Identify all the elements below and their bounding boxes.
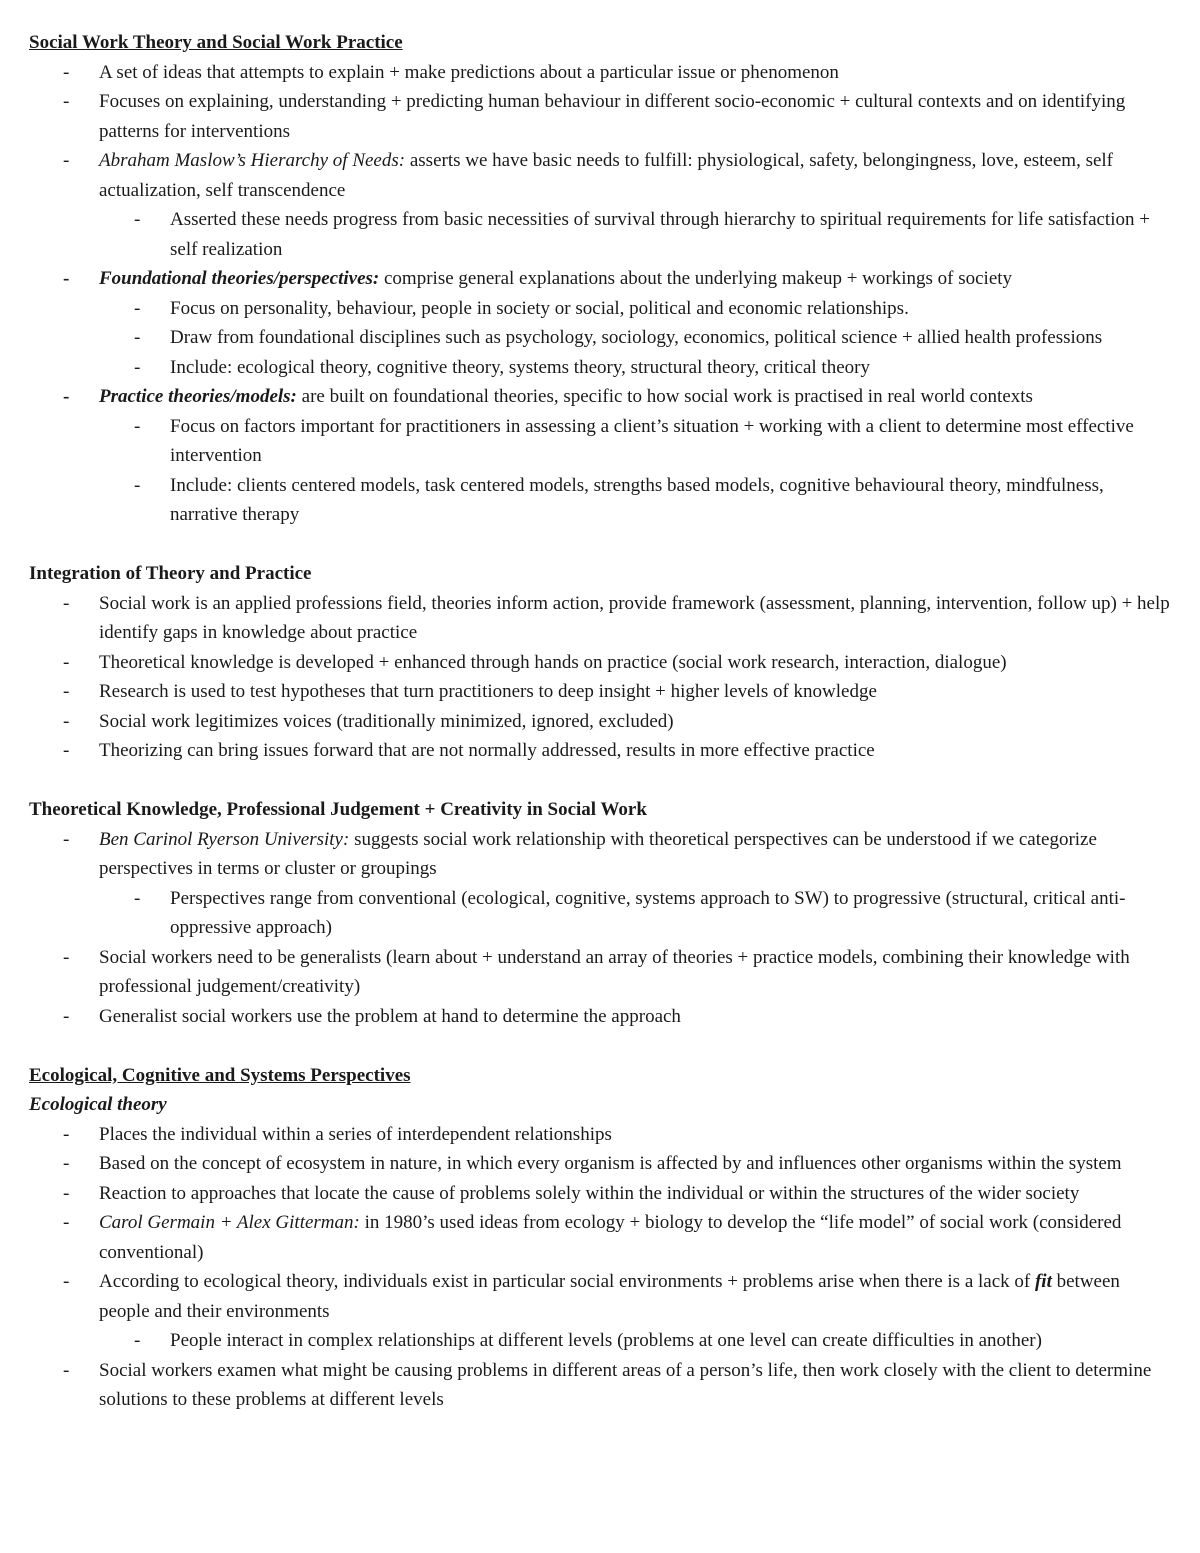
bullet-dash: - [63, 1182, 70, 1204]
bullet-dash: - [134, 209, 141, 230]
item-emphasis: fit [1034, 1271, 1052, 1292]
section-heading: Social Work Theory and Social Work Practice [29, 32, 403, 53]
item-text: in 1980’s used ideas from ecology + biology to develop the “life model” of social work (considered conventional) [99, 1212, 1122, 1263]
bullet-dash: - [63, 651, 70, 673]
item-text: Social work legitimizes voices (traditionally minimized, ignored, excluded) [99, 710, 674, 732]
subitem-text: Focus on personality, behaviour, people in society or social, political and economic relationships. [170, 297, 909, 319]
bullet-dash: - [63, 1271, 70, 1292]
bullet-dash: - [63, 828, 70, 850]
list-subitem [29, 1326, 1174, 1356]
bullet-dash: - [63, 710, 70, 732]
subsection-heading: Ecological theory [29, 1094, 167, 1115]
section-heading: Theoretical Knowledge, Professional Judgement + Creativity in Social Work [29, 799, 647, 820]
subitem-text: Perspectives range from conventional (ecological, cognitive, systems approach to SW) to progressive (structural, critical anti-oppressive approach) [170, 887, 1126, 938]
list-item [29, 943, 1174, 1002]
list-item [29, 1267, 1174, 1326]
bullet-dash: - [63, 1005, 70, 1027]
bullet-dash: - [63, 1212, 70, 1233]
bullet-dash: - [63, 150, 70, 171]
bullet-dash: - [134, 474, 141, 496]
item-text: between people and their environments [99, 1271, 1120, 1322]
list-item [29, 1356, 1174, 1415]
list-subitem [29, 353, 1174, 383]
list-item [29, 825, 1174, 884]
bullet-dash: - [63, 268, 70, 289]
list-item [29, 382, 1174, 412]
list-item [29, 1179, 1174, 1209]
bullet-dash: - [134, 1330, 141, 1351]
list-subitem [29, 323, 1174, 353]
item-lead: Carol Germain + Alex Gitterman: [99, 1212, 360, 1233]
spacer [29, 530, 1174, 560]
list-subitem [29, 205, 1174, 264]
bullet-dash: - [134, 415, 141, 437]
list-item [29, 1208, 1174, 1267]
list-item [29, 677, 1174, 707]
subitem-text: Draw from foundational disciplines such as psychology, sociology, economics, political science + allied health professions [170, 327, 1103, 348]
bullet-dash: - [63, 61, 70, 83]
item-text: Social workers examen what might be causing problems in different areas of a person’s life, then work closely with the client to determine solutions to these problems at different levels [99, 1359, 1152, 1410]
subitem-text: People interact in complex relationships at different levels (problems at one level can create difficulties in another) [170, 1330, 1042, 1351]
spacer [29, 1031, 1174, 1061]
item-text: Social workers need to be generalists (learn about + understand an array of theories + practice models, combining their knowledge with professional judgement/creativity) [99, 946, 1130, 997]
list-subitem [29, 884, 1174, 943]
item-lead: Ben Carinol Ryerson University: [99, 828, 350, 850]
bullet-dash: - [63, 91, 70, 112]
item-text: Theorizing can bring issues forward that are not normally addressed, results in more effective practice [99, 740, 875, 761]
bullet-dash: - [134, 297, 141, 319]
list-item [29, 648, 1174, 678]
subitem-text: Focus on factors important for practitioners in assessing a client’s situation + working with a client to determine most effective intervention [170, 415, 1134, 466]
list-item [29, 1002, 1174, 1032]
list-item [29, 87, 1174, 146]
list-item [29, 1120, 1174, 1150]
bullet-dash: - [63, 1123, 70, 1145]
spacer [29, 766, 1174, 796]
list-subitem [29, 294, 1174, 324]
item-lead: Foundational theories/perspectives: [99, 268, 380, 289]
item-text: Reaction to approaches that locate the cause of problems solely within the individual or within the structures of the wider society [99, 1182, 1080, 1204]
list-item [29, 589, 1174, 648]
list-item [29, 58, 1174, 88]
bullet-dash: - [134, 356, 141, 378]
list-item [29, 1149, 1174, 1179]
item-text: comprise general explanations about the underlying makeup + workings of society [379, 268, 1013, 289]
subitem-text: Asserted these needs progress from basic necessities of survival through hierarchy to spiritual requirements for life satisfaction + self realization [170, 209, 1150, 260]
item-text: Research is used to test hypotheses that turn practitioners to deep insight + higher levels of knowledge [99, 681, 877, 702]
item-text: A set of ideas that attempts to explain + make predictions about a particular issue or phenomenon [99, 61, 839, 83]
item-text: Social work is an applied professions field, theories inform action, provide framework (assessment, planning, intervention, follow up) + help identify gaps in knowledge about practice [99, 592, 1170, 643]
bullet-dash: - [134, 887, 141, 909]
section-heading: Ecological, Cognitive and Systems Perspectives [29, 1064, 411, 1086]
item-text: Based on the concept of ecosystem in nature, in which every organism is affected by and influences other organisms within the system [99, 1153, 1122, 1174]
item-text: suggests social work relationship with theoretical perspectives can be understood if we categorize perspectives in terms or cluster or groupings [99, 828, 1097, 879]
item-text: Theoretical knowledge is developed + enhanced through hands on practice (social work research, interaction, dialogue) [99, 651, 1007, 673]
subitem-text: Include: ecological theory, cognitive theory, systems theory, structural theory, critical theory [170, 356, 870, 378]
item-text: Places the individual within a series of interdependent relationships [99, 1123, 612, 1145]
bullet-dash: - [63, 1359, 70, 1381]
subitem-text: Include: clients centered models, task centered models, strengths based models, cognitive behavioural theory, mindfulness, narrative therapy [170, 474, 1104, 525]
item-text: are built on foundational theories, specific to how social work is practised in real world contexts [296, 386, 1033, 407]
item-lead: Practice theories/models: [99, 386, 297, 407]
bullet-dash: - [63, 386, 70, 407]
list-item [29, 707, 1174, 737]
list-subitem [29, 471, 1174, 530]
item-lead: Abraham Maslow’s Hierarchy of Needs: [99, 150, 406, 171]
item-text: Focuses on explaining, understanding + predicting human behaviour in different socio-economic + cultural contexts and on identifying patterns for interventions [99, 91, 1126, 142]
bullet-dash: - [63, 1153, 70, 1174]
bullet-dash: - [134, 327, 141, 348]
bullet-dash: - [63, 592, 70, 614]
list-item [29, 736, 1174, 766]
section-heading: Integration of Theory and Practice [29, 563, 312, 584]
item-text: asserts we have basic needs to fulfill: physiological, safety, belongingness, love, esteem, self actualization, self transcendence [99, 150, 1114, 201]
item-text: According to ecological theory, individuals exist in particular social environments + problems arise when there is a lack of [99, 1271, 1035, 1292]
bullet-dash: - [63, 681, 70, 702]
bullet-dash: - [63, 740, 70, 761]
list-item [29, 264, 1174, 294]
list-item [29, 146, 1174, 205]
item-text: Generalist social workers use the problem at hand to determine the approach [99, 1005, 681, 1027]
bullet-dash: - [63, 946, 70, 968]
list-subitem [29, 412, 1174, 471]
document-page [29, 28, 1174, 1415]
